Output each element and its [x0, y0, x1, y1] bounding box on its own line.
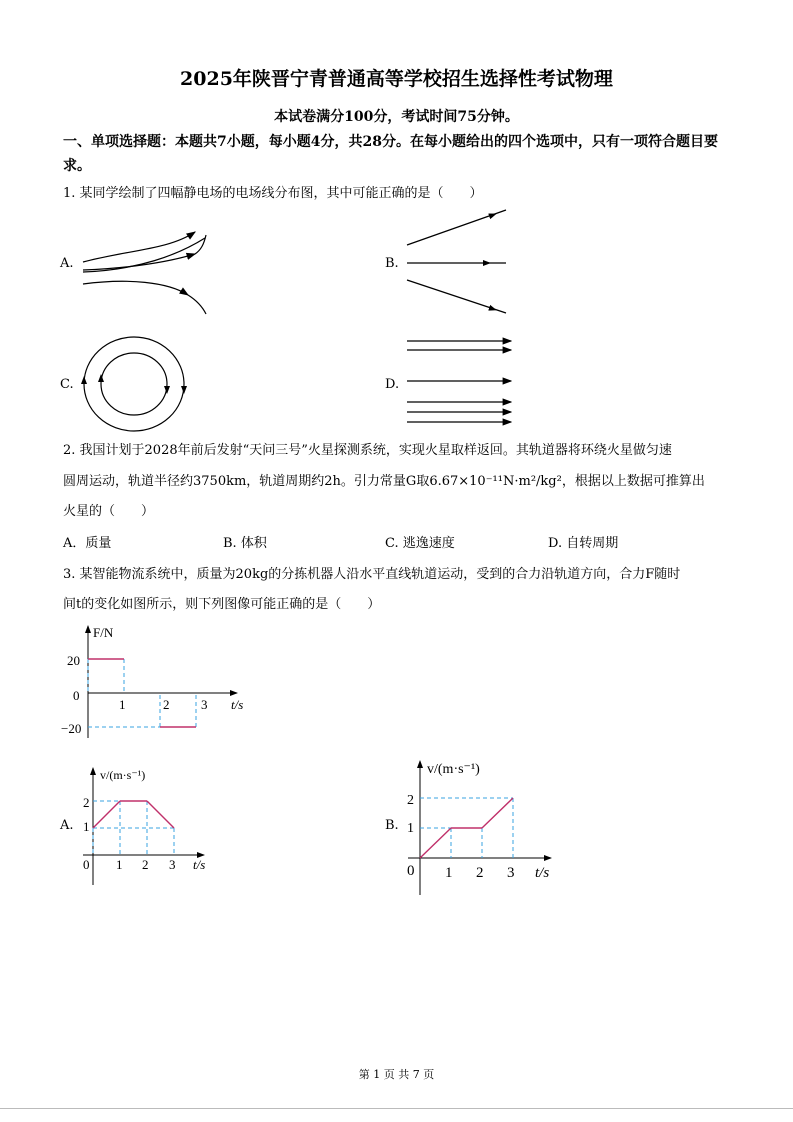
- field-line: [83, 232, 195, 262]
- page-divider: [0, 1108, 793, 1109]
- series-segment: [420, 828, 451, 858]
- series-segment: [482, 798, 513, 828]
- y-tick-label: 2: [407, 793, 414, 808]
- x-tick-label: 1: [119, 697, 126, 712]
- x-axis-label: t/s: [231, 697, 244, 712]
- q2-line-1: 2. 我国计划于2028年前后发射“天问三号”火星探测系统，实现火星取样返回。其轨道器将环绕火星做匀速: [63, 443, 672, 458]
- x-axis-label: t/s: [535, 865, 550, 881]
- q1-stem: 1. 某同学绘制了四幅静电场的电场线分布图，其中可能正确的是（ ）: [63, 186, 483, 201]
- y-tick-label: 20: [67, 653, 80, 668]
- q1-option-b-label: B.: [385, 256, 399, 271]
- q1-option-a-label: A.: [60, 256, 74, 271]
- q2-option-b: B. 体积: [223, 536, 267, 551]
- x-tick-label: 2: [142, 857, 149, 872]
- field-line: [83, 254, 195, 270]
- field-line: [83, 281, 188, 295]
- x-tick-label: 3: [507, 865, 515, 881]
- x-tick-label: 0: [83, 857, 90, 872]
- field-line-inner: [101, 353, 167, 415]
- section-heading: 一、单项选择题：本题共7小题，每小题4分，共28分。在每小题给出的四个选项中，只有一项符合题目要求。: [63, 134, 718, 174]
- q1-figure-c: [80, 334, 190, 434]
- x-tick-label: 0: [407, 863, 415, 879]
- q1-figure-b: [405, 208, 510, 318]
- q1-option-d-label: D.: [385, 377, 400, 392]
- y-tick-label: 1: [83, 819, 90, 834]
- field-line: [188, 295, 206, 314]
- field-line: [407, 280, 506, 313]
- series-segment: [147, 801, 174, 828]
- force-time-graph: [55, 620, 255, 745]
- x-axis-label: t/s: [193, 857, 206, 872]
- q3-line-1: 3. 某智能物流系统中，质量为20kg的分拣机器人沿水平直线轨道运动，受到的合力沿轨道方向，合力F随时: [63, 567, 681, 582]
- q2-line-2: 圆周运动，轨道半径约3750km，轨道周期约2h。引力常量G取6.67×10⁻¹¹N·m²/kg²，根据以上数据可推算出: [63, 474, 705, 489]
- q3-option-a-label: A.: [60, 818, 74, 833]
- y-axis-label: v/(m·s⁻¹): [100, 768, 146, 782]
- field-line: [407, 210, 506, 245]
- velocity-time-graph-a: [80, 765, 215, 885]
- y-tick-label: 2: [83, 795, 90, 810]
- q2-option-c: C. 逃逸速度: [385, 536, 455, 551]
- y-axis-label: v/(m·s⁻¹): [427, 762, 480, 777]
- y-tick-label: −20: [61, 721, 82, 736]
- q3-option-b-label: B.: [385, 818, 399, 833]
- page-footer: 第 1 页 共 7 页: [358, 1068, 435, 1081]
- x-tick-label: 1: [445, 865, 453, 881]
- exam-title: 2025年陕晋宁青普通高等学校招生选择性考试物理: [180, 68, 613, 90]
- x-tick-label: 3: [201, 697, 208, 712]
- x-tick-label: 3: [169, 857, 176, 872]
- y-tick-label: 0: [73, 688, 80, 703]
- q1-option-c-label: C.: [60, 377, 74, 392]
- x-tick-label: 1: [116, 857, 123, 872]
- x-tick-label: 2: [476, 865, 484, 881]
- exam-subtitle: 本试卷满分100分，考试时间75分钟。: [274, 109, 519, 125]
- series-segment: [93, 801, 120, 828]
- q2-line-3: 火星的（ ）: [63, 504, 155, 519]
- q1-figure-d: [405, 335, 515, 430]
- y-tick-label: 1: [407, 821, 414, 836]
- q2-option-d: D. 自转周期: [548, 536, 619, 551]
- field-line-outer: [84, 337, 184, 431]
- velocity-time-graph-b: [405, 757, 555, 897]
- q2-option-a: A．质量: [63, 536, 112, 551]
- q3-line-2: 间t的变化如图所示，则下列图像可能正确的是（ ）: [63, 597, 381, 612]
- x-tick-label: 2: [163, 697, 170, 712]
- q1-figure-a: [78, 220, 213, 320]
- field-line: [83, 238, 205, 272]
- y-axis-label: F/N: [93, 625, 114, 640]
